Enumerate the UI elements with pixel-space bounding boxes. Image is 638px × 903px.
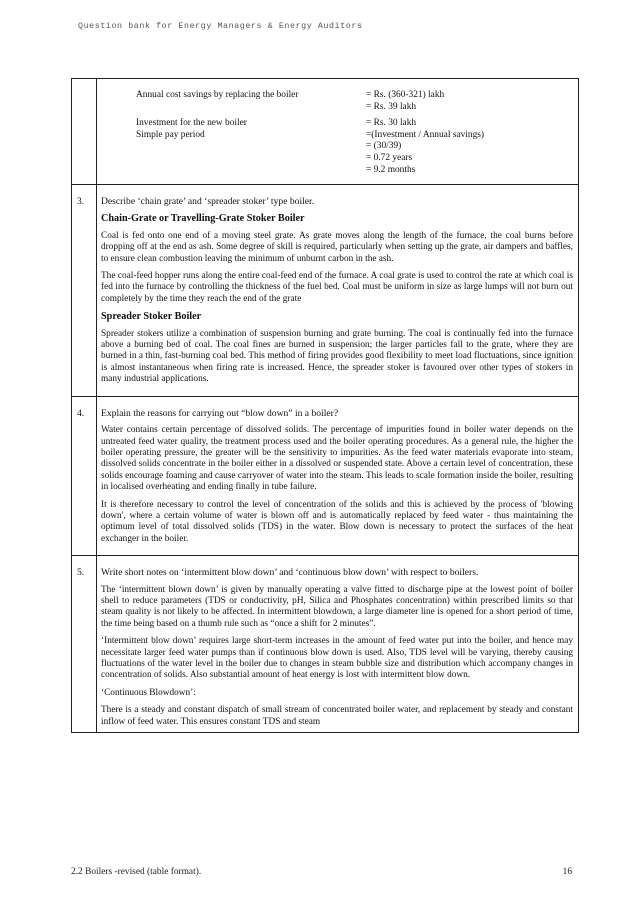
calc-value: = Rs. 39 lakh — [366, 101, 417, 112]
table-row — [71, 556, 579, 732]
calc-value: = 0.72 years — [366, 152, 413, 163]
question-number: 4. — [71, 397, 97, 555]
table-row — [71, 79, 579, 185]
answer-paragraph: There is a steady and constant dispatch of small stream of concentrated boiler water, and replacement by steady and constant inflow of feed water. This ensures constant TDS and steam — [101, 705, 573, 727]
calc-cell — [97, 79, 579, 184]
qa-table — [71, 78, 579, 733]
answer-cell — [97, 556, 579, 732]
running-header: Question bank for Energy Managers & Energy Auditors — [78, 22, 363, 31]
section-heading: Spreader Stoker Boiler — [101, 311, 202, 323]
calc-label: Simple pay period — [136, 129, 205, 140]
question-number: 3. — [71, 185, 97, 396]
calc-value: = (30/39) — [366, 141, 402, 152]
calc-label: Investment for the new boiler — [136, 118, 247, 129]
calc-line — [101, 130, 573, 181]
calc-line — [101, 90, 573, 118]
page-number: 16 — [562, 867, 572, 877]
calc-line — [101, 118, 573, 130]
question-text: Describe ‘chain grate’ and ‘spreader stoker’ type boiler. — [101, 196, 315, 207]
table-row — [71, 185, 579, 397]
answer-paragraph: Spreader stokers utilize a combination of suspension burning and grate burning. The coal is continually fed into the furnace above a burning bed of coal. The coal fines are burned in suspension; the larger particles fall to the grate, where they are burned in a thin, fast-burning coal bed. This method of firing provides good flexibility to meet load fluctuations, since ignition is almost instantaneous when firing rate is increased. Hence, the spreader stoker is favoured over other types of stokers in many industrial applications. — [101, 328, 573, 385]
section-heading: Chain-Grate or Travelling-Grate Stoker Boiler — [101, 213, 305, 225]
calc-label: Annual cost savings by replacing the boiler — [136, 90, 299, 100]
answer-paragraph: ‘Intermittent blow down’ requires large short-term increases in the amount of feed water put into the boiler, and hence may necessitate larger feed water pumps than if continuous blow down is used. Also, TDS level will be varying, thereby causing fluctuations of the water level in the boiler due to changes in steam bubble size and distribution which accompany changes in concentration of solids. Also substantial amount of heat energy is lost with intermittent blow down. — [101, 636, 573, 681]
footer-document-name: 2.2 Boilers -revised (table format). — [71, 867, 202, 877]
calc-values — [366, 90, 566, 113]
answer-paragraph: Coal is fed onto one end of a moving steel grate. As grate moves along the length of the furnace, the coal burns before dropping off at the end as ash. Some degree of skill is required, particularly when setting up the grate, air dampers and baffles, to ensure clean combustion leaving the minimum of unburnt carbon in the ash. — [101, 230, 573, 264]
question-number: 5. — [71, 556, 97, 732]
answer-paragraph: Water contains certain percentage of dissolved solids. The percentage of impurities found in boiler water depends on the untreated feed water quality, the treatment process used and the boiler operating procedures. As a general rule, the higher the boiler operating pressure, the greater will be the sensitivity to impurities. As the feed water materials evaporate into steam, dissolved solids concentrate in the boiler either in a dissolved or suspended state. Above a certain level of concentration, these solids encourage foaming and cause carryover of water into the steam. This leads to scale formation inside the boiler, resulting in localised overheating and ending finally in tube failure. — [101, 425, 573, 493]
calc-values — [366, 130, 566, 176]
answer-cell — [97, 185, 579, 396]
row-number-cell — [71, 79, 97, 184]
answer-paragraph: The coal-feed hopper runs along the entire coal-feed end of the furnace. A coal grate is used to control the rate at which coal is fed into the furnace by controlling the thickness of the fuel bed. Coal must be uniform in size as large lumps will not burn out completely by the time they reach the end of the grate — [101, 271, 573, 304]
answer-paragraph: It is therefore necessary to control the level of concentration of the solids and this is achieved by the process of 'blowing down', where a certain volume of water is blown off and is automatically replaced by feed water - thus maintaining the optimum level of total dissolved solids (TDS) in the water. Blow down is necessary to protect the surfaces of the heat exchanger in the boiler. — [101, 499, 573, 544]
calc-value: = Rs. 30 lakh — [366, 118, 417, 129]
question-text: Write short notes on ‘intermittent blow down’ and ‘continuous blow down’ with respect to boilers. — [101, 567, 479, 579]
question-text: Explain the reasons for carrying out “blow down” in a boiler? — [101, 407, 339, 419]
table-row — [71, 397, 579, 556]
answer-paragraph: ‘Continuous Blowdown’: — [101, 687, 196, 698]
calc-value: = Rs. (360-321) lakh — [366, 90, 445, 100]
answer-cell — [97, 397, 579, 555]
answer-paragraph: The ‘intermittent blown down’ is given by manually operating a valve fitted to discharge pipe at the lowest point of boiler shell to reduce parameters (TDS or conductivity, pH, Silica and Phosphates concentration) within prescribed limits so that steam quality is not likely to be affected. In intermittent blowdown, a large diameter line is opened for a short period of time, the time being based on a thumb rule such as “once a shift for 2 minutes”. — [101, 584, 573, 629]
calc-value: = 9.2 months — [366, 164, 416, 175]
calc-value: =(Investment / Annual savings) — [366, 129, 485, 140]
